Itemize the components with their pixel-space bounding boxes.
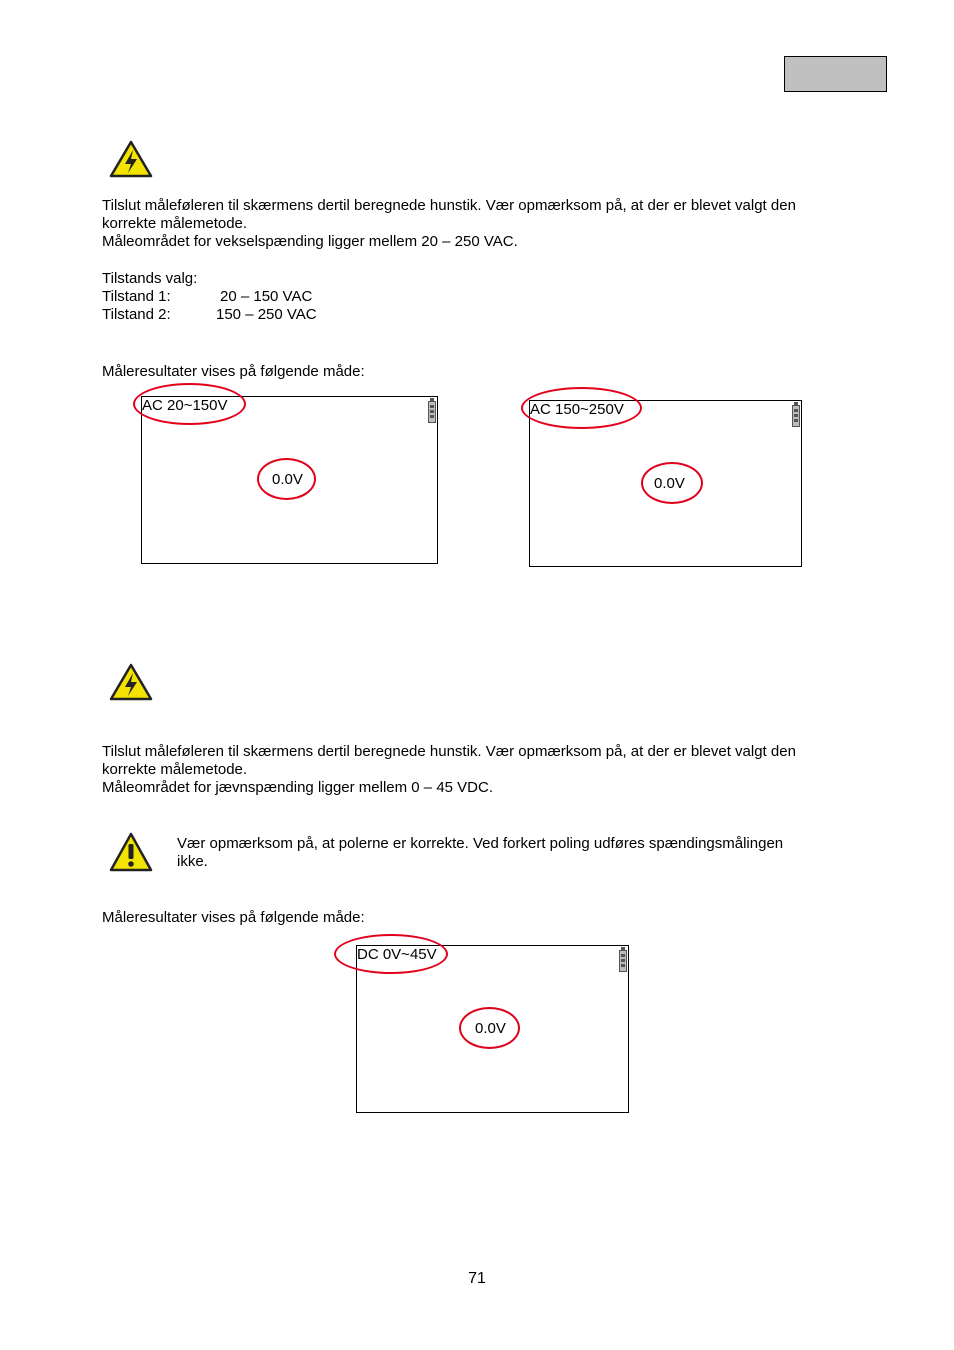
- mode-heading: Tilstands valg:: [102, 270, 198, 287]
- dc-range-line: Måleområdet for jævnspænding ligger mellem 0 – 45 VDC.: [102, 779, 494, 796]
- mode-value: 150 – 250 VAC: [216, 306, 317, 323]
- battery-icon: [428, 401, 436, 423]
- battery-icon: [619, 950, 627, 972]
- highlight-ring-range: [334, 934, 448, 974]
- caution-line-1: Vær opmærksom på, at polerne er korrekte. Ved forkert poling udføres spændingsmålingen: [177, 835, 784, 852]
- page-number: 71: [468, 1270, 486, 1287]
- ac-intro-text: [102, 197, 796, 251]
- ac-intro-line-2: korrekte målemetode.: [102, 215, 248, 232]
- screen-range-label: DC 0V~45V: [357, 946, 437, 963]
- dc-intro-line-2: korrekte målemetode.: [102, 761, 248, 778]
- mode-label: Tilstand 2:: [102, 306, 171, 323]
- screen-voltage-value: 0.0V: [475, 1020, 506, 1037]
- highlight-ring-value: [641, 462, 703, 504]
- screen-voltage-value: 0.0V: [654, 475, 685, 492]
- dc-caution-text: [177, 835, 783, 871]
- language-tab-box: [784, 56, 887, 92]
- mode-label: Tilstand 1:: [102, 288, 171, 305]
- highlight-ring-value: [459, 1007, 520, 1049]
- battery-icon: [792, 405, 800, 427]
- exclamation-warning-icon: [108, 831, 154, 873]
- ac-mode-list: [102, 270, 317, 324]
- ac-range-line: Måleområdet for vekselspænding ligger mellem 20 – 250 VAC.: [102, 233, 518, 250]
- mode-value: 20 – 150 VAC: [220, 288, 313, 305]
- mode-item-2: [102, 306, 317, 324]
- dc-results-caption: Måleresultater vises på følgende måde:: [102, 909, 365, 926]
- mode-item-1: [102, 288, 317, 306]
- dc-intro-line-1: Tilslut måleføleren til skærmens dertil beregnede hunstik. Vær opmærksom på, at der er blevet valgt den: [102, 743, 796, 760]
- ac-intro-line-1: Tilslut måleføleren til skærmens dertil beregnede hunstik. Vær opmærksom på, at der er blevet valgt den: [102, 197, 796, 214]
- high-voltage-warning-icon: [108, 662, 154, 702]
- ac-results-caption: Måleresultater vises på følgende måde:: [102, 363, 365, 380]
- screen-range-label: AC 20~150V: [142, 397, 228, 414]
- screen-voltage-value: 0.0V: [272, 471, 303, 488]
- dc-intro-text: [102, 743, 796, 797]
- high-voltage-warning-icon: [108, 139, 154, 179]
- highlight-ring-value: [257, 458, 316, 500]
- highlight-ring-range: [521, 387, 642, 429]
- highlight-ring-range: [133, 383, 246, 425]
- caution-line-2: ikke.: [177, 853, 208, 870]
- screen-range-label: AC 150~250V: [530, 401, 624, 418]
